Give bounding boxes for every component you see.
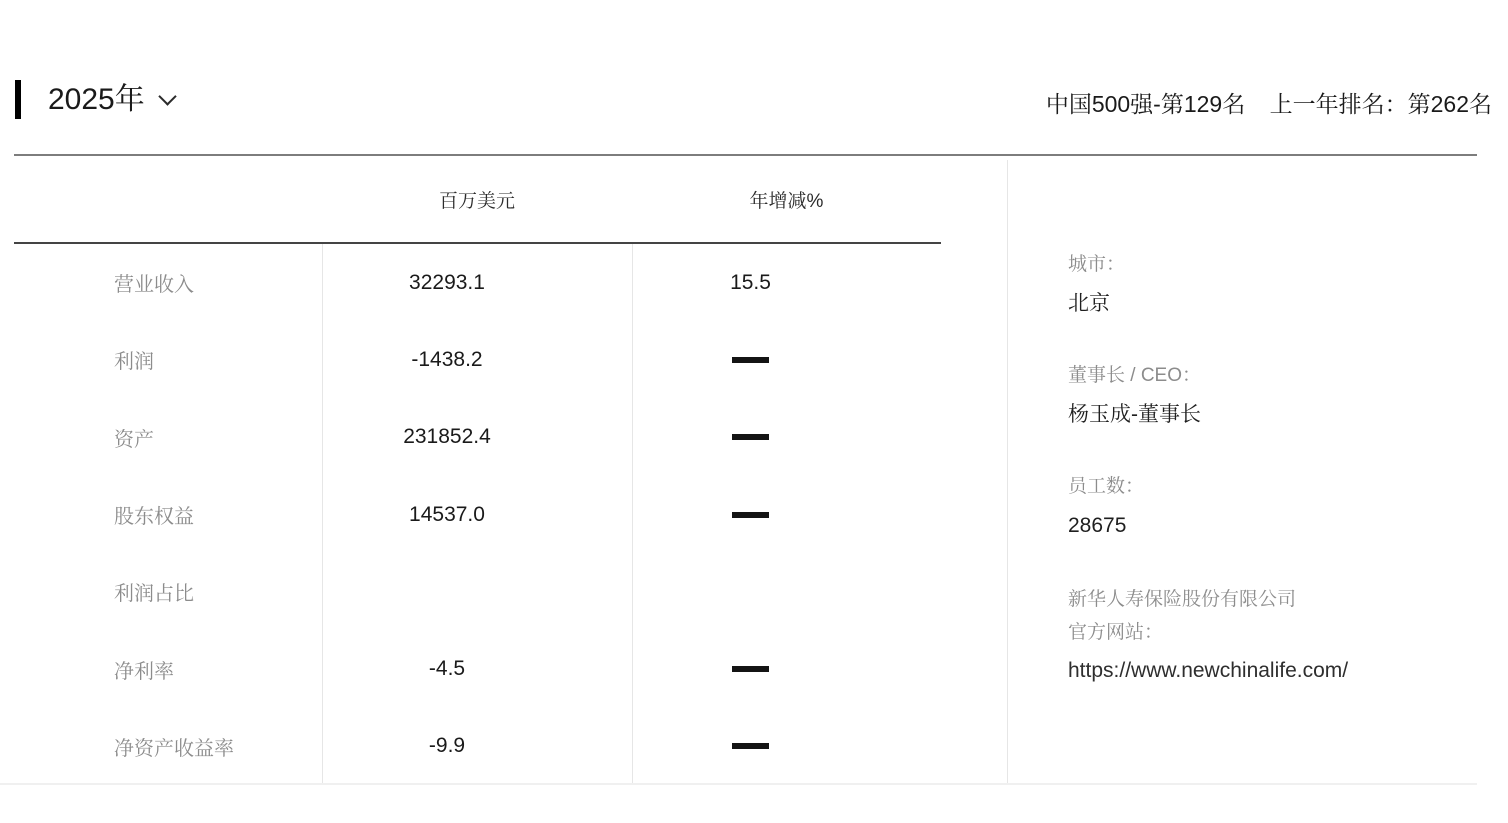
website-link[interactable]: https://www.newchinalife.com/	[1068, 659, 1349, 682]
metric-value: 32293.1	[409, 270, 485, 294]
table-row	[14, 244, 941, 321]
city-label: 城市：	[1068, 254, 1126, 275]
metric-change	[632, 434, 941, 440]
title-accent-bar	[15, 80, 21, 119]
metric-label: 股东权益	[114, 506, 194, 529]
table-row	[14, 708, 941, 785]
metric-change	[632, 666, 941, 672]
metric-label: 净资产收益率	[114, 737, 234, 760]
previous-rank-text: 上一年排名：第262名	[1269, 91, 1492, 117]
ranking-header	[1046, 86, 1492, 119]
metric-value: 14537.0	[409, 502, 485, 526]
company-name: 新华人寿保险股份有限公司	[1068, 589, 1297, 610]
current-rank-text: 中国500强-第129名	[1045, 91, 1246, 117]
metric-change	[632, 357, 941, 363]
metric-change	[632, 512, 941, 518]
panel-divider	[1007, 160, 1008, 783]
year-label: 2025年	[48, 83, 145, 116]
metric-change: 15.5	[730, 270, 771, 294]
website-group	[1068, 583, 1488, 686]
metric-value: -4.5	[428, 657, 466, 681]
year-dropdown[interactable]	[48, 80, 174, 119]
bottom-divider	[0, 783, 1477, 785]
chevron-down-icon	[158, 87, 176, 105]
financial-metrics-table	[14, 156, 1007, 783]
metric-value: -1438.2	[411, 347, 483, 371]
metric-label: 利润占比	[114, 583, 194, 606]
unit-column-header: 百万美元	[438, 190, 515, 212]
website-label: 官方网站：	[1068, 622, 1164, 643]
metric-value: -9.9	[428, 734, 466, 758]
ceo-value: 杨玉成-董事长	[1068, 403, 1201, 426]
ceo-group	[1068, 361, 1488, 431]
table-header-row	[14, 156, 1007, 242]
employees-group	[1068, 472, 1488, 542]
employees-label: 员工数：	[1068, 476, 1145, 497]
table-row	[14, 321, 941, 398]
metric-label: 资产	[114, 428, 154, 451]
metric-change	[632, 743, 941, 749]
change-column-header: 年增减%	[749, 190, 824, 212]
metric-value: 231852.4	[403, 425, 491, 449]
table-body	[14, 244, 941, 785]
table-row	[14, 476, 941, 553]
table-row	[14, 553, 941, 630]
table-row	[14, 630, 941, 707]
metric-label: 营业收入	[114, 274, 194, 297]
employees-value: 28675	[1068, 514, 1127, 537]
table-row	[14, 399, 941, 476]
ceo-label: 董事长 / CEO：	[1068, 365, 1202, 386]
city-value: 北京	[1068, 292, 1110, 315]
metric-label: 利润	[114, 351, 154, 374]
company-info-panel	[1068, 250, 1488, 727]
metric-label: 净利率	[114, 660, 174, 683]
city-group	[1068, 250, 1488, 320]
